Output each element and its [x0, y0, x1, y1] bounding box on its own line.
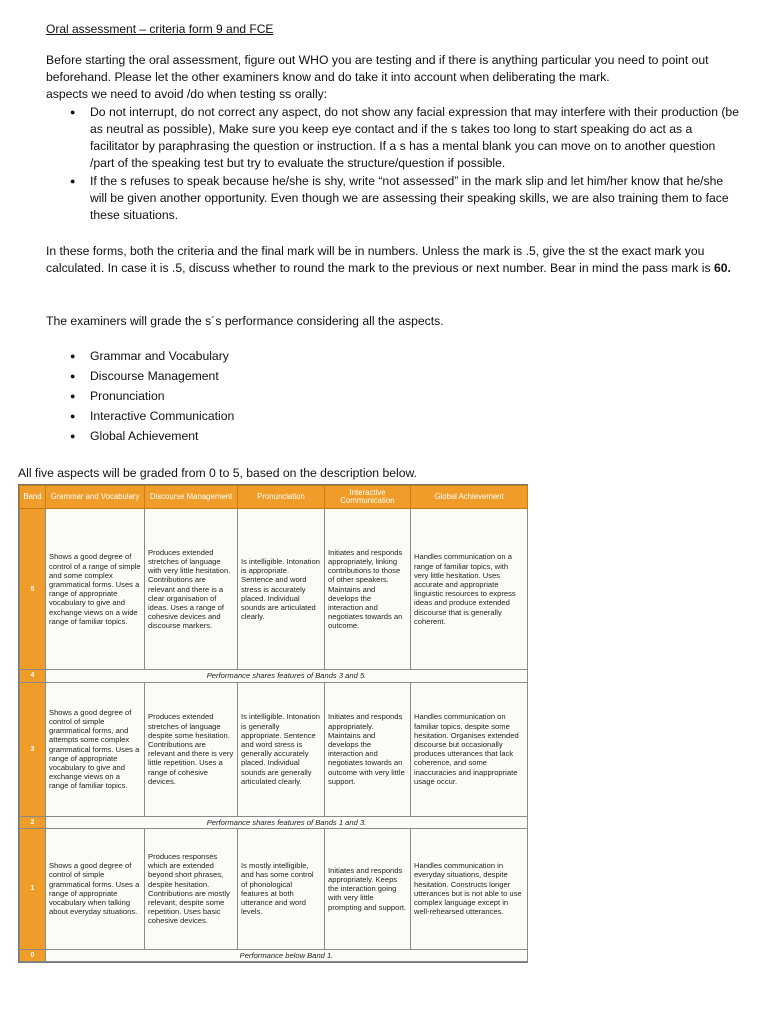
table-row	[20, 816, 528, 828]
table-row	[20, 949, 528, 962]
aspects-list	[90, 346, 234, 446]
header-grammar: Grammar and Vocabulary	[46, 486, 145, 509]
intro-paragraph	[46, 52, 726, 103]
document-title: Oral assessment – criteria form 9 and FCE	[46, 22, 274, 36]
header-discourse: Discourse Management	[145, 486, 238, 509]
cell-pronunciation: Is mostly intelligible, and has some control of phonological features at both utterance and word levels.	[238, 829, 325, 949]
cell-discourse: Produces responses which are extended beyond short phrases, despite hesitation. Contributions are mostly relevant, despite some repetition. Uses basic cohesive devices.	[145, 829, 238, 949]
band-number: 1	[20, 829, 46, 949]
aspect-item: ● Pronunciation	[90, 386, 234, 406]
bullet-refuses-to-speak: ● If the s refuses to speak because he/she is shy, write “not assessed” in the mark slip and let him/her know that he/she will be given another opportunity. Even though we are assessing their speaking skills, we are also training them to face these situations.	[90, 173, 740, 224]
avoid-heading: aspects we need to avoid /do when testing ss orally:	[46, 87, 328, 101]
cell-shared-features: Performance shares features of Bands 1 and 3.	[46, 816, 528, 828]
cell-pronunciation: Is intelligible. Intonation is appropriate. Sentence and word stress is accurately placed. Individual sounds are articulated clearly.	[238, 509, 325, 670]
band-number: 5	[20, 509, 46, 670]
cell-interactive: Initiates and responds appropriately. Maintains and develops the interaction and negotiates towards an outcome with very little support.	[325, 682, 411, 816]
pass-mark: 60	[713, 261, 728, 275]
band-number: 2	[20, 816, 46, 828]
table-header-row	[20, 486, 528, 509]
table-row	[20, 509, 528, 670]
cell-below-band: Performance below Band 1.	[46, 949, 528, 962]
cell-interactive: Initiates and responds appropriately, linking contributions to those of other speakers. Maintains and develops the interaction and negotiates towards an outcome.	[325, 509, 411, 670]
table-row	[20, 670, 528, 682]
band-number: 3	[20, 682, 46, 816]
band-number: 4	[20, 670, 46, 682]
header-interactive: Interactive Communication	[325, 486, 411, 509]
table-row	[20, 682, 528, 816]
bullet-do-not-interrupt: ● Do not interrupt, do not correct any aspect, do not show any facial expression that may interfere with their production (be as neutral as possible), Make sure you keep eye contact and if the s takes too long to start speaking do act as a facilitator by paraphrasing the question or instruction. If a s has a mental blank you can move on to another question /part of the speaking test but try to evaluate the structure/question if possible.	[90, 104, 740, 172]
table-row	[20, 829, 528, 949]
cell-global: Handles communication on a range of familiar topics, with very little hesitation. Uses accurate and appropriate linguistic resources to express ideas and produce extended discourse that is generally coherent.	[411, 509, 528, 670]
cell-discourse: Produces extended stretches of language with very little hesitation. Contributions are relevant and there is a clear organisation of ideas. Uses a range of cohesive devices and discourse markers.	[145, 509, 238, 670]
forms-paragraph: In these forms, both the criteria and the final mark will be in numbers. Unless the mark is .5, give the st the exact mark you calculated. In case it is .5, discuss whether to round the mark to the previous or next number. Bear in mind the pass mark is 60.	[46, 244, 731, 275]
cell-shared-features: Performance shares features of Bands 3 and 5.	[46, 670, 528, 682]
cell-global: Handles communication in everyday situations, despite hesitation. Constructs longer utterances but is not able to use complex language except in well-rehearsed utterances.	[411, 829, 528, 949]
cell-grammar: Shows a good degree of control of a range of simple and some complex grammatical forms. Uses a range of appropriate vocabulary to give and exchange views on a wide range of familiar topics.	[46, 509, 145, 670]
aspect-item: ● Interactive Communication	[90, 406, 234, 426]
header-band: Band	[20, 486, 46, 509]
forms-text: In these forms, both the criteria and the final mark will be in numbers. Unless the mark is .5, give the st the exact mark you calculated. In case it is .5, discuss whether to round the mark to the previous or next number. Bear in mind the pass mark is	[46, 244, 711, 275]
header-global: Global Achievement	[411, 486, 528, 509]
cell-pronunciation: Is intelligible. Intonation is generally appropriate. Sentence and word stress is generally accurately placed. Individual sounds are generally articulated clearly.	[238, 682, 325, 816]
band-descriptors-table	[18, 484, 528, 963]
aspect-item: ● Grammar and Vocabulary	[90, 346, 234, 366]
cell-discourse: Produces extended stretches of language despite some hesitation. Contributions are relevant and there is very little repetition. Uses a range of cohesive devices.	[145, 682, 238, 816]
graded-paragraph: All five aspects will be graded from 0 to 5, based on the description below.	[18, 466, 418, 480]
band-number: 0	[20, 949, 46, 962]
cell-interactive: Initiates and responds appropriately. Keeps the interaction going with very little prompting and support.	[325, 829, 411, 949]
intro-text: Before starting the oral assessment, figure out WHO you are testing and if there is anything particular you need to point out beforehand. Please let the other examiners know and do take it into account when deliberating the mark.	[46, 53, 709, 84]
aspect-item: ● Discourse Management	[90, 366, 234, 386]
cell-global: Handles communication on familiar topics, despite some hesitation. Organises extended discourse but occasionally produces utterances that lack coherence, and some inaccuracies and inappropriate usage occur.	[411, 682, 528, 816]
cell-grammar: Shows a good degree of control of simple grammatical forms, and attempts some complex grammatical forms. Uses a range of appropriate vocabulary to give and exchange views on a range of familiar topics.	[46, 682, 145, 816]
header-pronunciation: Pronunciation	[238, 486, 325, 509]
cell-grammar: Shows a good degree of control of simple grammatical forms. Uses a range of appropriate vocabulary when talking about everyday situations.	[46, 829, 145, 949]
aspect-item: ● Global Achievement	[90, 426, 234, 446]
examiners-paragraph: The examiners will grade the s´s performance considering all the aspects.	[46, 314, 444, 328]
